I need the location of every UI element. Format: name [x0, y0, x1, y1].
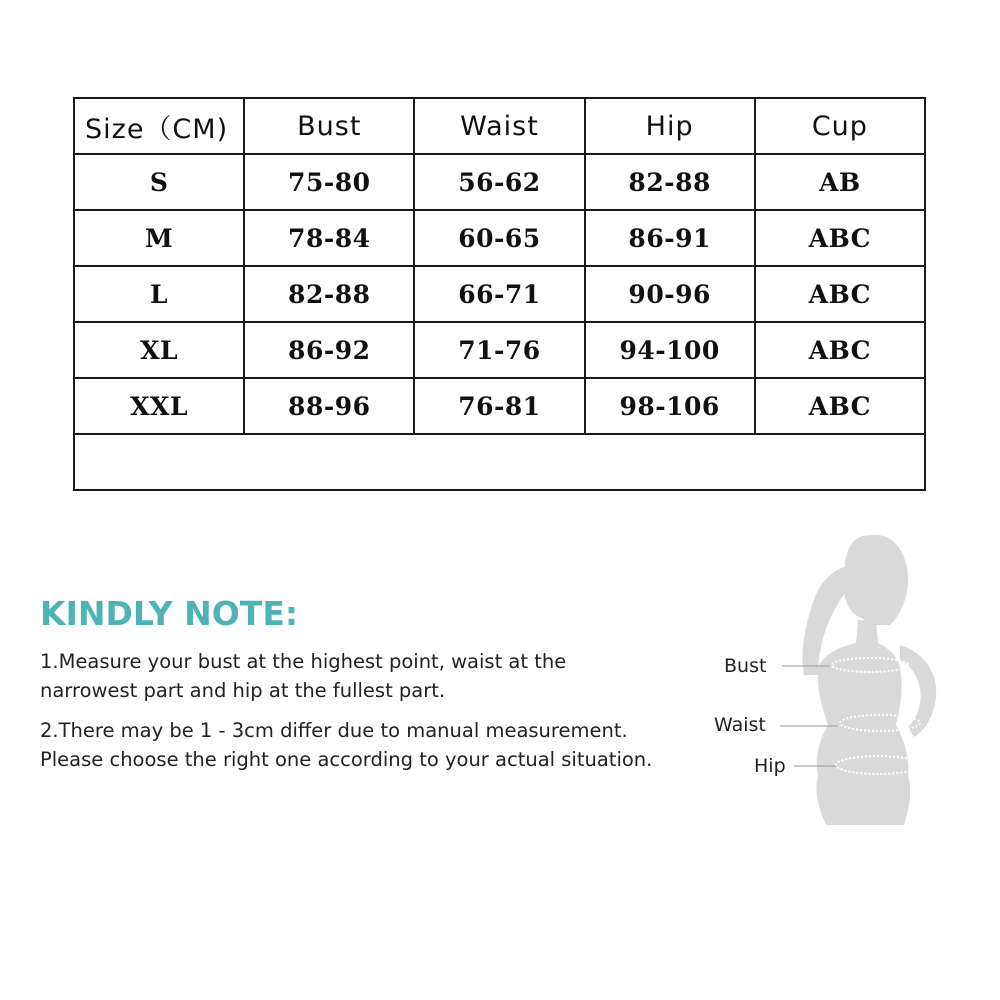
note-item-1-line-1: 1.Measure your bust at the highest point, waist at the — [40, 650, 567, 673]
cell-bust: 82-88 — [244, 266, 414, 322]
woman-silhouette — [802, 535, 936, 825]
cell-cup: AB — [755, 154, 925, 210]
table-row — [74, 266, 925, 322]
table-empty-row — [74, 434, 925, 490]
header-waist: Waist — [414, 98, 584, 154]
header-size: Size（CM) — [74, 98, 244, 154]
header-hip: Hip — [585, 98, 755, 154]
cell-waist: 60-65 — [414, 210, 584, 266]
cell-waist: 71-76 — [414, 322, 584, 378]
cell-hip: 94-100 — [585, 322, 755, 378]
note-item-1 — [40, 647, 700, 705]
cell-size: M — [74, 210, 244, 266]
note-item-2-line-1: 2.There may be 1 - 3cm differ due to manual measurement. — [40, 719, 628, 742]
cell-cup: ABC — [755, 266, 925, 322]
note-item-2-line-2: Please choose the right one according to your actual situation. — [40, 748, 653, 771]
size-chart-table — [73, 97, 926, 491]
table-header-row — [74, 98, 925, 154]
cell-waist: 56-62 — [414, 154, 584, 210]
table-row — [74, 210, 925, 266]
cell-cup: ABC — [755, 378, 925, 434]
empty-cell — [74, 434, 925, 490]
header-bust: Bust — [244, 98, 414, 154]
note-item-2 — [40, 716, 700, 774]
note-item-1-line-2: narrowest part and hip at the fullest part. — [40, 679, 446, 702]
cell-cup: ABC — [755, 210, 925, 266]
waist-label: Waist — [714, 714, 766, 736]
cell-waist: 66-71 — [414, 266, 584, 322]
cell-hip: 86-91 — [585, 210, 755, 266]
header-cup: Cup — [755, 98, 925, 154]
cell-bust: 78-84 — [244, 210, 414, 266]
cell-bust: 86-92 — [244, 322, 414, 378]
bust-label: Bust — [724, 655, 767, 677]
table-row — [74, 322, 925, 378]
cell-bust: 88-96 — [244, 378, 414, 434]
table-row — [74, 378, 925, 434]
cell-hip: 82-88 — [585, 154, 755, 210]
note-title: KINDLY NOTE: — [40, 594, 299, 633]
cell-bust: 75-80 — [244, 154, 414, 210]
cell-cup: ABC — [755, 322, 925, 378]
cell-waist: 76-81 — [414, 378, 584, 434]
cell-size: XL — [74, 322, 244, 378]
cell-size: L — [74, 266, 244, 322]
table-row — [74, 154, 925, 210]
cell-hip: 90-96 — [585, 266, 755, 322]
cell-size: S — [74, 154, 244, 210]
body-measurement-figure — [700, 525, 1000, 825]
cell-size: XXL — [74, 378, 244, 434]
hip-label: Hip — [754, 755, 786, 777]
cell-hip: 98-106 — [585, 378, 755, 434]
